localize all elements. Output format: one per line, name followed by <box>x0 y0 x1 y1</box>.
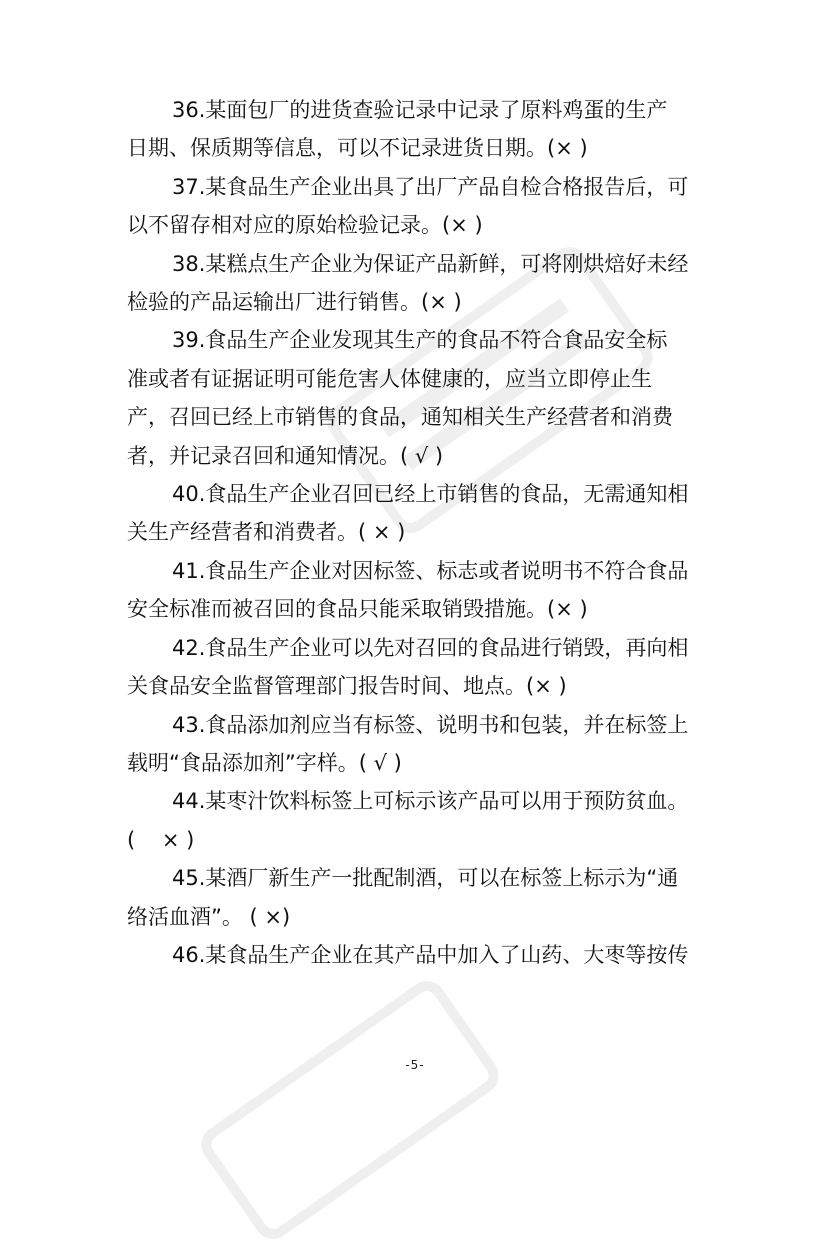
question-40 <box>127 475 717 552</box>
question-line: 检验的产品运输出厂进行销售。(× ) <box>127 290 462 315</box>
question-line: 43.食品添加剂应当有标签、说明书和包装，并在标签上 <box>172 712 689 737</box>
question-line: 46.某食品生产企业在其产品中加入了山药、大枣等按传 <box>172 942 689 967</box>
question-41 <box>127 552 717 629</box>
question-line: 关生产经营者和消费者。( × ) <box>127 520 406 545</box>
question-line: 以不留存相对应的原始检验记录。(× ) <box>127 213 483 238</box>
question-line: 36.某面包厂的进货查验记录中记录了原料鸡蛋的生产 <box>172 98 668 122</box>
question-46 <box>127 936 717 974</box>
question-line: 45.某酒厂新生产一批配制酒，可以在标签上标示为“通 <box>172 866 679 891</box>
question-line: 者，并记录召回和通知情况。( √ ) <box>127 443 444 468</box>
question-line: 39.食品生产企业发现其生产的食品不符合食品安全标 <box>172 328 668 353</box>
question-line: 络活血酒”。 ( ×) <box>127 904 291 929</box>
question-line: ( × ) <box>127 827 195 852</box>
page-number: -5- <box>405 1058 425 1072</box>
question-line: 关食品安全监督管理部门报告时间、地点。(× ) <box>127 674 567 699</box>
question-list <box>127 91 717 974</box>
question-39 <box>127 321 717 475</box>
question-line: 安全标准而被召回的食品只能采取销毁措施。(× ) <box>127 597 588 622</box>
question-38 <box>127 245 717 322</box>
question-line: 37.某食品生产企业出具了出厂产品自检合格报告后，可 <box>172 174 689 199</box>
question-43 <box>127 706 717 783</box>
question-42 <box>127 629 717 706</box>
watermark-logo <box>187 967 513 1253</box>
question-line: 载明“食品添加剂”字样。( √ ) <box>127 750 402 775</box>
question-line: 日期、保质期等信息，可以不记录进货日期。(× ) <box>127 136 588 161</box>
question-36 <box>127 91 717 168</box>
question-line: 40.食品生产企业召回已经上市销售的食品，无需通知相 <box>172 482 689 507</box>
question-44 <box>127 782 717 859</box>
question-45 <box>127 859 717 936</box>
question-line: 产，召回已经上市销售的食品，通知相关生产经营者和消费 <box>127 405 673 430</box>
question-line: 准或者有证据证明可能危害人体健康的，应当立即停止生 <box>127 366 652 391</box>
question-line: 41.食品生产企业对因标签、标志或者说明书不符合食品 <box>172 558 689 583</box>
question-37 <box>127 168 717 245</box>
question-line: 44.某枣汁饮料标签上可标示该产品可以用于预防贫血。 <box>172 789 689 814</box>
question-line: 42.食品生产企业可以先对召回的食品进行销毁，再向相 <box>172 635 689 660</box>
question-line: 38.某糕点生产企业为保证产品新鲜，可将刚烘焙好未经 <box>172 251 689 276</box>
